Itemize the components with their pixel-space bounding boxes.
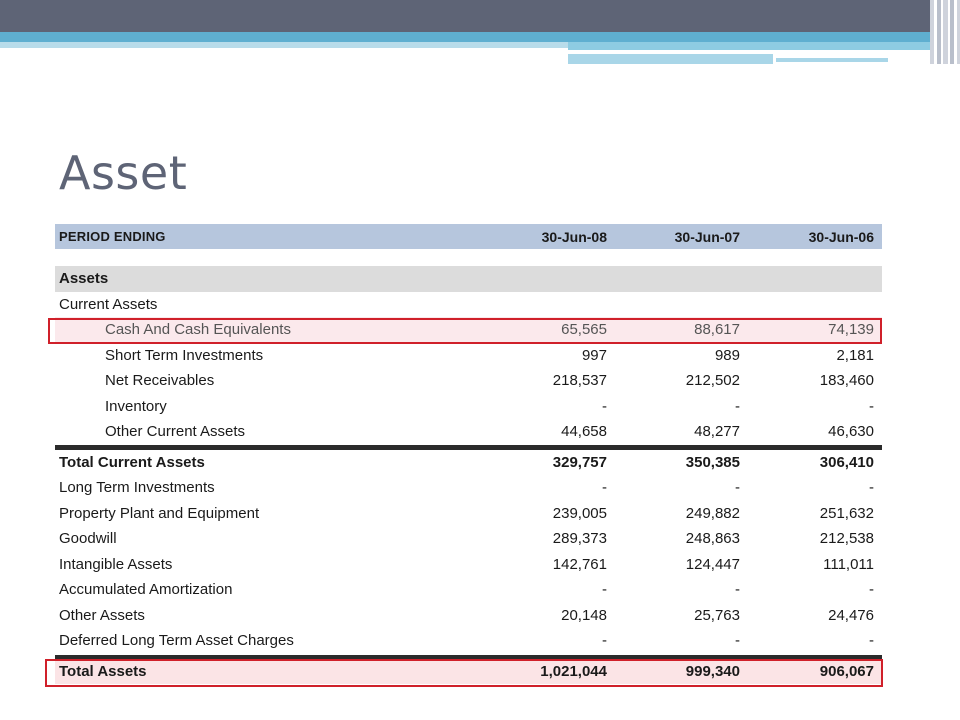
period-header: 30-Jun-07 (674, 228, 740, 245)
row-value: 74,139 (828, 321, 874, 339)
row-value: 248,863 (685, 530, 740, 548)
row-value: 142,761 (552, 555, 607, 573)
row-value: - (869, 479, 874, 497)
row-value: 2,181 (836, 346, 874, 364)
row-value: - (735, 581, 740, 599)
row-value: - (735, 479, 740, 497)
total-current-assets-row (55, 450, 882, 476)
row-value: 111,011 (823, 555, 874, 573)
table-header-row (55, 224, 882, 249)
row-value: - (602, 397, 607, 415)
table-row (55, 603, 882, 629)
table-row (55, 628, 882, 654)
row-value: - (602, 479, 607, 497)
row-value: 999,340 (685, 662, 740, 680)
row-value: 906,067 (819, 662, 874, 680)
row-value: - (735, 632, 740, 650)
row-value: 306,410 (819, 453, 874, 471)
row-value: - (869, 397, 874, 415)
table-row (55, 501, 882, 527)
row-value: 289,373 (552, 530, 607, 548)
row-label: Other Assets (59, 606, 145, 624)
row-value: 124,447 (685, 555, 740, 573)
row-label: Intangible Assets (59, 555, 173, 573)
row-value: 218,537 (552, 372, 607, 390)
row-value: - (735, 397, 740, 415)
header-bar-light (0, 42, 568, 48)
header-stripes (930, 0, 960, 64)
row-value: 44,658 (561, 423, 607, 441)
header-bar-dark (0, 0, 930, 32)
row-value: 329,757 (552, 453, 607, 471)
row-label: Accumulated Amortization (59, 581, 233, 599)
row-value: 183,460 (819, 372, 874, 390)
row-value: 46,630 (828, 423, 874, 441)
table-spacer (55, 249, 882, 266)
row-value: 989 (714, 346, 740, 364)
row-label: Inventory (105, 397, 167, 415)
balance-sheet-table (55, 224, 882, 684)
row-value: 239,005 (552, 504, 607, 522)
table-row (55, 368, 882, 394)
row-value: 88,617 (694, 321, 740, 339)
section-title: Assets (59, 270, 109, 288)
table-row (55, 526, 882, 552)
row-value: - (869, 581, 874, 599)
row-label: Goodwill (59, 530, 117, 548)
row-value: 1,021,044 (540, 662, 607, 680)
row-label: Other Current Assets (105, 423, 246, 441)
table-row (55, 394, 882, 420)
period-header: 30-Jun-08 (541, 228, 607, 245)
row-value: 20,148 (561, 606, 607, 624)
row-value: 350,385 (685, 453, 740, 471)
row-label: Net Receivables (105, 372, 215, 390)
section-row-assets (55, 266, 882, 292)
row-value: 65,565 (561, 321, 607, 339)
header-bar-light (568, 54, 773, 64)
row-label: Short Term Investments (105, 346, 264, 364)
period-header: 30-Jun-06 (808, 228, 874, 245)
row-label: Long Term Investments (59, 479, 215, 497)
row-label: Deferred Long Term Asset Charges (59, 632, 294, 650)
table-row (55, 577, 882, 603)
header-bar-light (568, 42, 930, 50)
row-label: Total Assets (59, 662, 147, 680)
row-value: 997 (581, 346, 607, 364)
total-assets-row (55, 659, 882, 685)
table-row (55, 552, 882, 578)
row-value: 212,538 (819, 530, 874, 548)
table-row (55, 343, 882, 369)
period-ending-label: PERIOD ENDING (59, 229, 166, 244)
table-row (55, 475, 882, 501)
row-value: 212,502 (685, 372, 740, 390)
table-row (55, 317, 882, 343)
row-value: - (869, 632, 874, 650)
row-label: Cash And Cash Equivalents (105, 321, 291, 339)
row-value: 25,763 (694, 606, 740, 624)
row-value: 251,632 (819, 504, 874, 522)
subsection-row-current-assets (55, 292, 882, 318)
slide-title: Asset (59, 146, 188, 200)
row-value: - (602, 632, 607, 650)
row-label: Property Plant and Equipment (59, 504, 260, 522)
header-bar-light (776, 58, 888, 62)
row-value: 24,476 (828, 606, 874, 624)
table-row (55, 419, 882, 445)
row-label: Total Current Assets (59, 453, 205, 471)
row-value: - (602, 581, 607, 599)
subsection-title: Current Assets (59, 295, 158, 313)
header-bar-blue (0, 32, 930, 42)
row-value: 48,277 (694, 423, 740, 441)
row-value: 249,882 (685, 504, 740, 522)
